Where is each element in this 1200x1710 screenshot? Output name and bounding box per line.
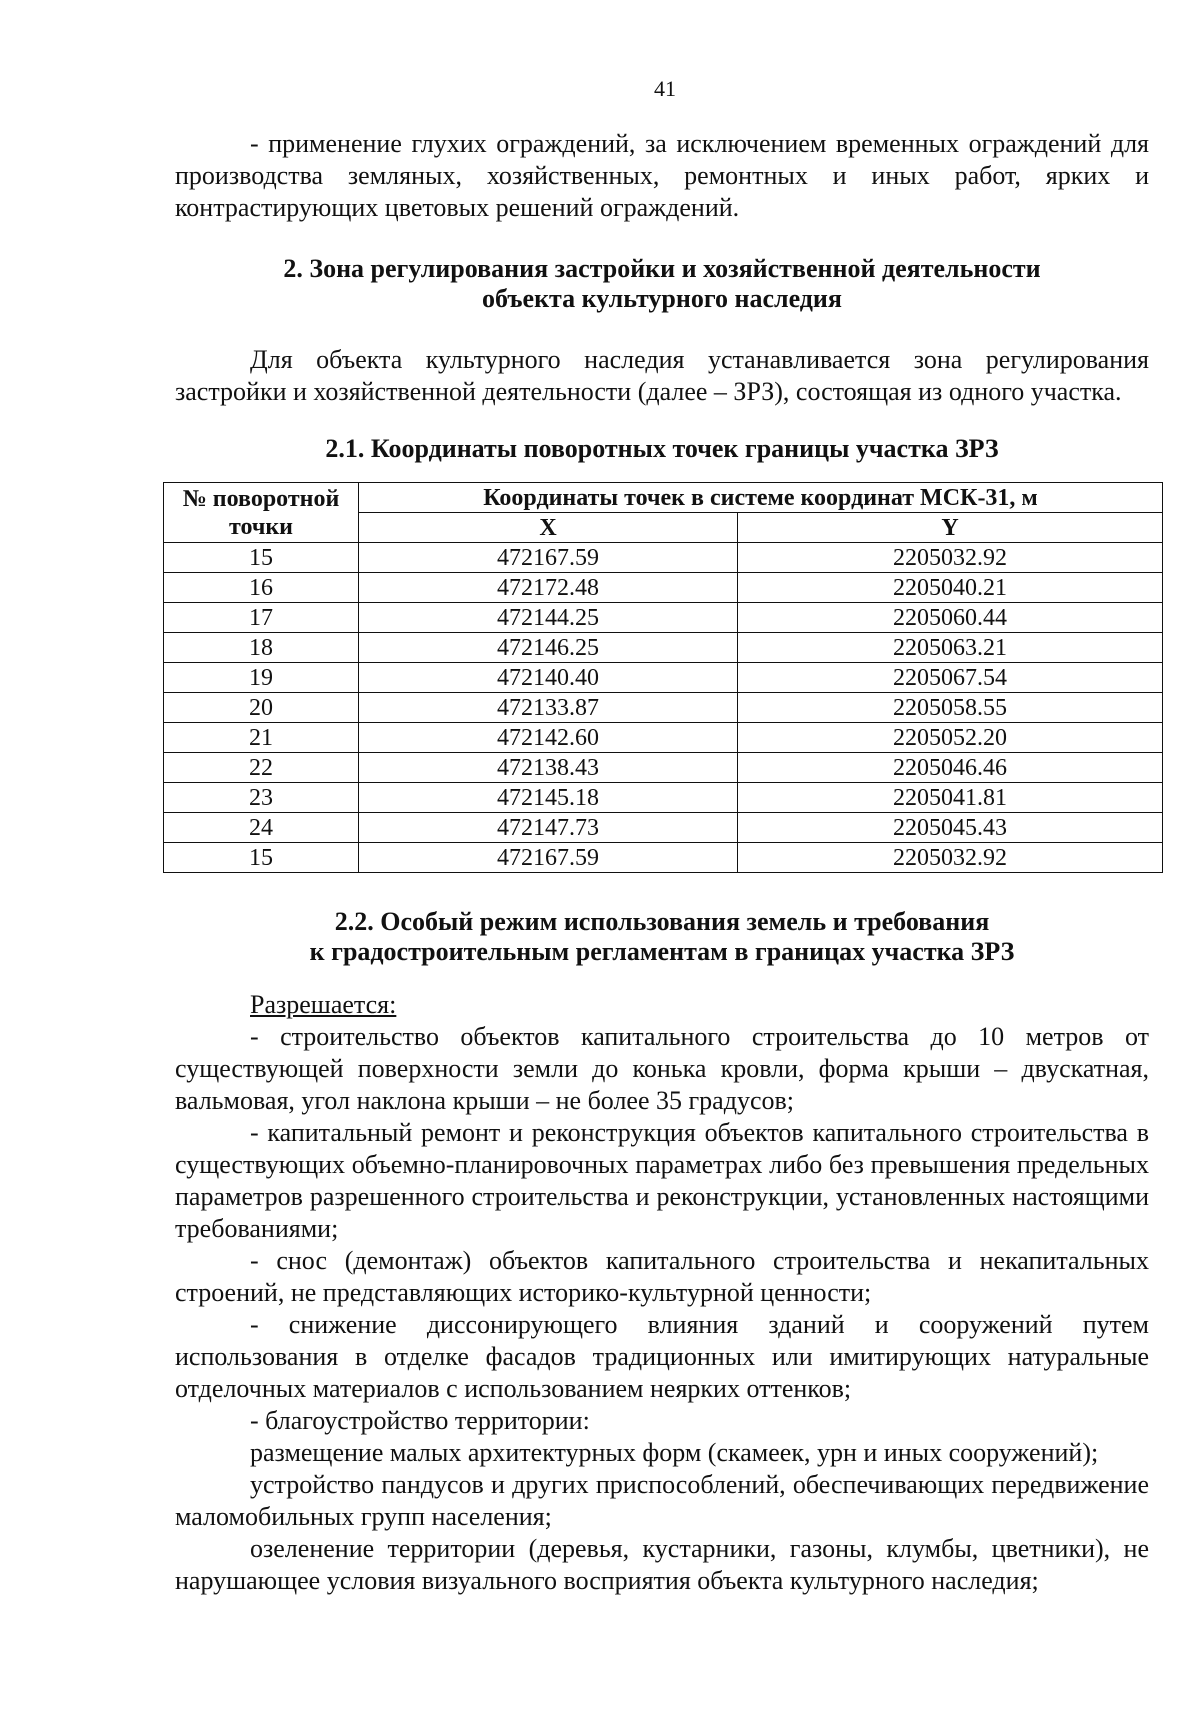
table-row [164,783,1163,813]
x-coordinate-cell: 472144.25 [359,603,738,633]
list-item: - капитальный ремонт и реконструкция объектов капитального строительства в существующих объемно-планировочных параметрах либо без превышения предельных параметров разрешенного строительства и реконструкции, установленных настоящими требованиями; [175,1118,1149,1243]
table-row [164,723,1163,753]
list-item: - благоустройство территории: [250,1406,590,1435]
coordinates-table [163,482,1163,873]
list-item: - снижение диссонирующего влияния зданий и сооружений путем использования в отделке фасадов традиционных или имитирующих натуральные отделочных материалов с использованием неярких оттенков; [175,1310,1149,1403]
point-number-cell: 18 [164,633,359,663]
list-item: озеленение территории (деревья, кустарники, газоны, клумбы, цветники), не нарушающее условия визуального восприятия объекта культурного наследия; [175,1534,1149,1595]
y-coordinate-cell: 2205046.46 [738,753,1163,783]
point-number-cell: 16 [164,573,359,603]
x-coordinate-cell: 472172.48 [359,573,738,603]
coordinates-header: Координаты точек в системе координат МСК-31, м [359,483,1163,513]
table-row [164,663,1163,693]
permitted-label: Разрешается: [250,990,397,1019]
x-coordinate-cell: 472133.87 [359,693,738,723]
y-header: Y [738,513,1163,543]
x-coordinate-cell: 472147.73 [359,813,738,843]
section-2-heading [175,254,1149,314]
table-row [164,813,1163,843]
page-content [175,128,1149,1597]
section-2-2-heading-line1: 2.2. Особый режим использования земель и требования [334,907,990,936]
section-2-2-heading [175,907,1149,967]
y-coordinate-cell: 2205063.21 [738,633,1163,663]
y-coordinate-cell: 2205032.92 [738,543,1163,573]
section-2-1-heading: 2.1. Координаты поворотных точек границы участка ЗРЗ [325,434,999,463]
x-coordinate-cell: 472167.59 [359,543,738,573]
y-coordinate-cell: 2205060.44 [738,603,1163,633]
point-number-cell: 24 [164,813,359,843]
permitted-list [175,1021,1149,1597]
x-coordinate-cell: 472140.40 [359,663,738,693]
y-coordinate-cell: 2205058.55 [738,693,1163,723]
y-coordinate-cell: 2205067.54 [738,663,1163,693]
point-number-cell: 20 [164,693,359,723]
x-coordinate-cell: 472146.25 [359,633,738,663]
y-coordinate-cell: 2205045.43 [738,813,1163,843]
table-row [164,573,1163,603]
list-item: размещение малых архитектурных форм (скамеек, урн и иных сооружений); [250,1438,1099,1467]
x-coordinate-cell: 472138.43 [359,753,738,783]
point-number-header: № поворотной точки [164,483,359,543]
point-number-cell: 23 [164,783,359,813]
x-coordinate-cell: 472145.18 [359,783,738,813]
point-number-cell: 19 [164,663,359,693]
list-item: устройство пандусов и других приспособлений, обеспечивающих передвижение маломобильных групп населения; [175,1470,1149,1531]
permitted-paragraph [175,989,1149,1021]
point-number-cell: 15 [164,543,359,573]
point-number-cell: 22 [164,753,359,783]
x-header: X [359,513,738,543]
x-coordinate-cell: 472167.59 [359,843,738,873]
section-2-heading-line2: объекта культурного наследия [482,284,842,313]
y-coordinate-cell: 2205040.21 [738,573,1163,603]
point-number-cell: 17 [164,603,359,633]
y-coordinate-cell: 2205032.92 [738,843,1163,873]
y-coordinate-cell: 2205041.81 [738,783,1163,813]
point-number-cell: 21 [164,723,359,753]
y-coordinate-cell: 2205052.20 [738,723,1163,753]
list-item: - снос (демонтаж) объектов капитального строительства и некапитальных строений, не представляющих историко-культурной ценности; [175,1246,1149,1307]
x-coordinate-cell: 472142.60 [359,723,738,753]
table-row [164,843,1163,873]
coordinates-table-body [164,543,1163,873]
point-number-cell: 15 [164,843,359,873]
table-row [164,543,1163,573]
table-row [164,603,1163,633]
page-number: 41 [654,76,676,101]
section-2-paragraph: Для объекта культурного наследия устанавливается зона регулирования застройки и хозяйственной деятельности (далее – ЗРЗ), состоящая из одного участка. [175,345,1149,406]
section-2-heading-line1: 2. Зона регулирования застройки и хозяйственной деятельности [283,254,1041,283]
table-row [164,753,1163,783]
table-row [164,633,1163,663]
table-row [164,693,1163,723]
list-item: - строительство объектов капитального строительства до 10 метров от существующей поверхности земли до конька кровли, форма крыши – двускатная, вальмовая, угол наклона крыши – не более 35 градусов; [175,1022,1149,1115]
intro-paragraph: - применение глухих ограждений, за исключением временных ограждений для производства земляных, хозяйственных, ремонтных и иных работ, ярких и контрастирующих цветовых решений ограждений. [175,129,1149,222]
section-2-2-heading-line2: к градостроительным регламентам в границах участка ЗРЗ [309,937,1015,966]
